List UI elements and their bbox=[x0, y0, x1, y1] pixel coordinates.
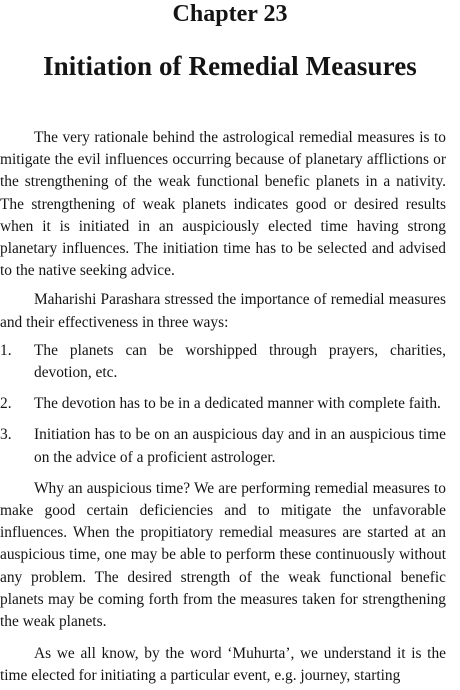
chapter-title: Initiation of Remedial Measures bbox=[43, 51, 417, 81]
list-item bbox=[0, 393, 446, 415]
paragraph-muhurta: As we all know, by the word ‘Muhurta’, we understand it is the time elected for initiating a particular event, e.g. journey, starting bbox=[0, 645, 446, 685]
list-item-number: 2. bbox=[0, 395, 12, 413]
paragraph-rationale: The very rationale behind the astrological remedial measures is to mitigate the evil influences occurring because of planetary afflictions or the strengthening of the weak functional benefic planets in a nativity. The strengthening of weak planets indicates good or desired results when it is initiated in an auspiciously elected time having strong planetary influences. The initiation time has to be selected and advised to the native seeking advice. bbox=[0, 129, 446, 280]
list-item bbox=[0, 340, 446, 384]
chapter-number: Chapter 23 bbox=[172, 1, 288, 27]
list-item-text: Initiation has to be on an auspicious day and in an auspicious time on the advice of a proficient astrologer. bbox=[34, 426, 446, 466]
remedy-ways-list bbox=[0, 340, 446, 469]
list-item-number: 3. bbox=[0, 426, 12, 444]
paragraph-parashara: Maharishi Parashara stressed the importance of remedial measures and their effectiveness in three ways: bbox=[0, 291, 446, 331]
list-item-text: The planets can be worshipped through prayers, charities, devotion, etc. bbox=[34, 341, 446, 382]
paragraph-auspicious-time: Why an auspicious time? We are performing remedial measures to make good certain deficiencies and to mitigate the unfavorable influences. When the propitiatory remedial measures are started at an auspicious time, one may be able to perform these continuously without any problem. The desired strength of the weak functional benefic planets may be coming forth from the measures taken for strengthening the weak planets. bbox=[0, 479, 446, 631]
chapter-body bbox=[0, 127, 446, 688]
list-item-text: The devotion has to be in a dedicated manner with complete faith. bbox=[34, 395, 441, 413]
list-item-number: 1. bbox=[0, 341, 12, 359]
list-item bbox=[0, 424, 446, 468]
